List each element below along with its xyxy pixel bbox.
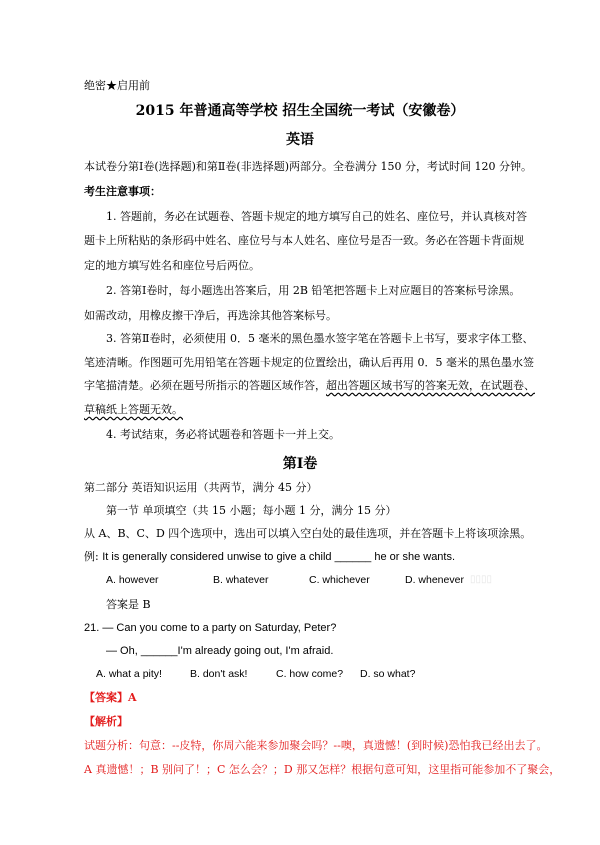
example-answer: 答案是 B [106, 598, 151, 611]
q21-option-b: B. don't ask! [190, 668, 248, 680]
note-3-line-2: 笔迹清晰。作图题可先用铅笔在答题卡规定的位置绘出，确认后再用 0．5 毫米的黑色墨水签 [84, 356, 534, 369]
example-option-c: C. whichever [309, 574, 370, 586]
q21-option-d: D. so what? [360, 668, 416, 680]
q21-option-a: A. what a pity! [96, 668, 162, 680]
note-3-emphasis: 超出答题区域书写的答案无效，在试题卷、 [326, 379, 535, 392]
note-1-line-1: 1. 答题前，务必在试题卷、答题卡规定的地方填写自己的姓名、座位号，并认真核对答 [106, 210, 527, 223]
faded-smudge: ▯▯▯▯ [470, 574, 493, 585]
note-4: 4. 考试结束，务必将试题卷和答题卡一并上交。 [106, 428, 340, 441]
example-question [84, 550, 524, 564]
q21-line-2: — Oh, ______I'm already going out, I'm afraid. [106, 645, 334, 657]
note-3-line-4-text: 草稿纸上答题无效。 [84, 403, 183, 416]
example-option-a: A. however [106, 574, 159, 586]
exam-title: 2015 年普通高等学校 招生全国统一考试（安徽卷） [135, 103, 465, 119]
analysis-line-2: A 真遗憾！；B 别问了！；C 怎么会？；D 那又怎样？根据句意可知，这里指可能参加不了聚会， [84, 763, 561, 776]
note-3-line-1: 3. 答第Ⅱ卷时，必须使用 0．5 毫米的黑色墨水签字笔在答题卡上书写，要求字体工整、 [106, 332, 534, 345]
secret-label: 绝密★启用前 [84, 79, 150, 92]
q21-line-1: 21. — Can you come to a party on Saturday, Peter? [84, 622, 337, 634]
example-option-d: D. whenever [405, 574, 464, 586]
analysis-line-1: 试题分析：句意：--皮特，你周六能来参加聚会吗？--噢，真遗憾！(到时候)恐怕我已经出去了。 [84, 739, 548, 752]
answer-label: 【答案】A [84, 691, 137, 704]
subject-title: 英语 [286, 132, 314, 148]
example-label: 例: [84, 550, 99, 563]
section-1-heading: 第一节 单项填空（共 15 小题；每小题 1 分，满分 15 分） [106, 504, 397, 517]
example-text: It is generally considered unwise to give a child ______ he or she wants. [102, 551, 456, 563]
notes-title: 考生注意事项： [84, 185, 161, 198]
analysis-label: 【解析】 [84, 715, 128, 728]
note-3-line-3 [84, 379, 535, 393]
note-1-line-3: 定的地方填写姓名和座位号后两位。 [84, 259, 260, 272]
instruction-text: 从 A、B、C、D 四个选项中，选出可以填入空白处的最佳选项，并在答题卡上将该项涂黑。 [84, 527, 532, 540]
example-option-b: B. whatever [213, 574, 269, 586]
volume-title: 第Ⅰ卷 [282, 456, 318, 472]
q21-option-c: C. how come? [276, 668, 344, 680]
note-3-line-4 [84, 403, 524, 417]
intro-text: 本试卷分第Ⅰ卷(选择题)和第Ⅱ卷(非选择题)两部分。全卷满分 150 分，考试时间 120 分钟。 [84, 160, 532, 173]
part-2-heading: 第二部分 英语知识运用（共两节，满分 45 分） [84, 481, 318, 494]
note-3-line-3a: 字笔描清楚。必须在题号所指示的答题区域作答， [84, 379, 326, 392]
note-1-line-2: 题卡上所粘贴的条形码中姓名、座位号与本人姓名、座位号是否一致。务必在答题卡背面规 [84, 234, 524, 247]
note-2-line-2: 如需改动，用橡皮擦干净后，再选涂其他答案标号。 [84, 309, 337, 322]
note-2-line-1: 2. 答第Ⅰ卷时，每小题选出答案后，用 2B 铅笔把答题卡上对应题目的答案标号涂黑。 [106, 284, 521, 297]
